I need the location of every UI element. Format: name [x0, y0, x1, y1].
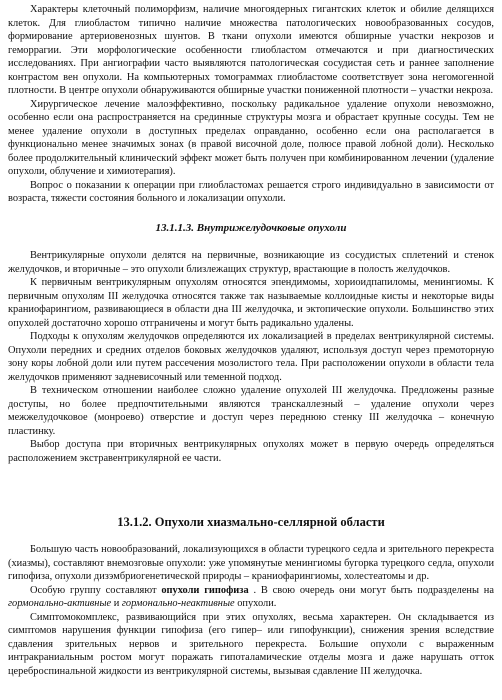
section-heading-ventricular: 13.1.1.3. Внутрижелудочковые опухоли: [155, 222, 347, 234]
italic-term: гормонально-активные: [8, 598, 112, 609]
paragraph: Хирургическое лечение малоэффективно, поскольку радикальное удаление опухоли невозможно, особенно если она распространяется на срединные структуры мозга и обрастает крупные сосуды. Тем не менее удаление опухоли в доступных пределах оправданно, особенно если она располагается в функционально менее значимых зонах (в правой височной доле, полюсе правой лобной доли). Несколько более продолжительный клинический эффект может быть получен при комбинированном лечении (удаление опухоли, облучение и химиотерапия).: [8, 98, 494, 177]
paragraph: Вентрикулярные опухоли делятся на первичные, возникающие из сосудистых сплетений и стенок желудочков, и вторичные – это опухоли близлежащих структур, врастающие в полость желудочков.: [8, 250, 494, 275]
paragraph-pituitary: [8, 584, 494, 611]
paragraph: Вопрос о показании к операции при глиобластомах решается строго индивидуально в зависимости от возраста, тяжести состояния больного и локализации опухоли.: [8, 179, 494, 204]
paragraph: Выбор доступа при вторичных вентрикулярных опухолях может в первую очередь определяться расположением экстравентрикулярной ее части.: [8, 439, 494, 464]
bold-term: опухоли гипофиза: [161, 584, 249, 596]
paragraph: Большую часть новообразований, локализующихся в области турецкого седла и зрительного перекреста (хиазмы), составляют внемозговые опухоли: уже упомянутые менингиомы бугорка турецкого седла, опухоли гипофиза, опухоли дизэмбриогенетической природы – краниофарингиомы, холестеатомы и др.: [8, 544, 494, 582]
section-heading-chiasmal-sellar: 13.1.2. Опухоли хиазмально-селлярной области: [117, 515, 385, 529]
text-run: и: [111, 598, 122, 609]
section-glioblastoma-continued: [8, 3, 494, 206]
section-chiasmal-sellar-tumors: [8, 543, 494, 678]
paragraph: Подходы к опухолям желудочков определяются их локализацией в пределах вентрикулярной системы. Опухоли передних и средних отделов боковых желудочков удаляют, используя доступ через премоторную зону коры лобной доли или путем рассечения мозолистого тела. При расположении опухоли в области тела желудочков применяют задневисочный или теменной подход.: [8, 331, 494, 383]
italic-term: гормонально-неактивные: [121, 598, 235, 609]
paragraph: К первичным вентрикулярным опухолям относятся эпендимомы, хориоидпапиломы, менингиомы. К первичным опухолям III желудочка относятся также так называемые коллоидные кисты и некоторые виды краниофарингиом, развивающиеся в области дна III желудочка, и эктопические опухоли. Большинство этих опухолей достаточно хорошо отграничены и могут быть радикально удалены.: [8, 277, 494, 329]
paragraph: В техническом отношении наиболее сложно удаление опухолей III желудочка. Предложены разные доступы, но более предпочтительными являются транскаллезный – удаление опухоли через межжелудочковое (монроево) отверстие и доступ через переднюю стенку III желудочка – конечную пластинку.: [8, 385, 494, 437]
section-ventricular-tumors: [8, 249, 494, 465]
paragraph: Симптомокомплекс, развивающийся при этих опухолях, весьма характерен. Он складывается из симптомов нарушения функции гипофиза (его гипер– или гипофункции), снижения зрения вследствие сдавления зрительных нервов и зрительного перекреста. Большие опухоли с выраженным интракраниальным ростом могут поражать гипоталамические отделы мозга и даже нарушать отток цереброспинальной жидкости из вентрикулярной системы, вызывая сдавление III желудочка.: [8, 611, 494, 677]
text-run: . В свою очередь они могут быть подразделены на: [248, 584, 494, 596]
text-run: опухоли.: [234, 598, 277, 609]
text-run: Особую группу составляют: [30, 584, 162, 596]
paragraph: Характеры клеточный полиморфизм, наличие многоядерных гигантских клеток и обилие делящихся клеток. Для глиобластом типично наличие множества патологических новообразованных сосудов, формирование артериовенозных шунтов. В ткани опухоли имеются обширные участки некрозов и геморрагии. Эти морфологические особенности глиобластом отмечаются и при диагностических исследованиях. При ангиографии часто выявляются патологическая сосудистая сеть и раннее заполнение контрастом вен опухоли. На компьютерных томограммах глиобластоме соответствует зона негомогенной плотности. В центре опухоли обнаруживаются обширные участки пониженной плотности – участки некроза.: [8, 4, 494, 96]
